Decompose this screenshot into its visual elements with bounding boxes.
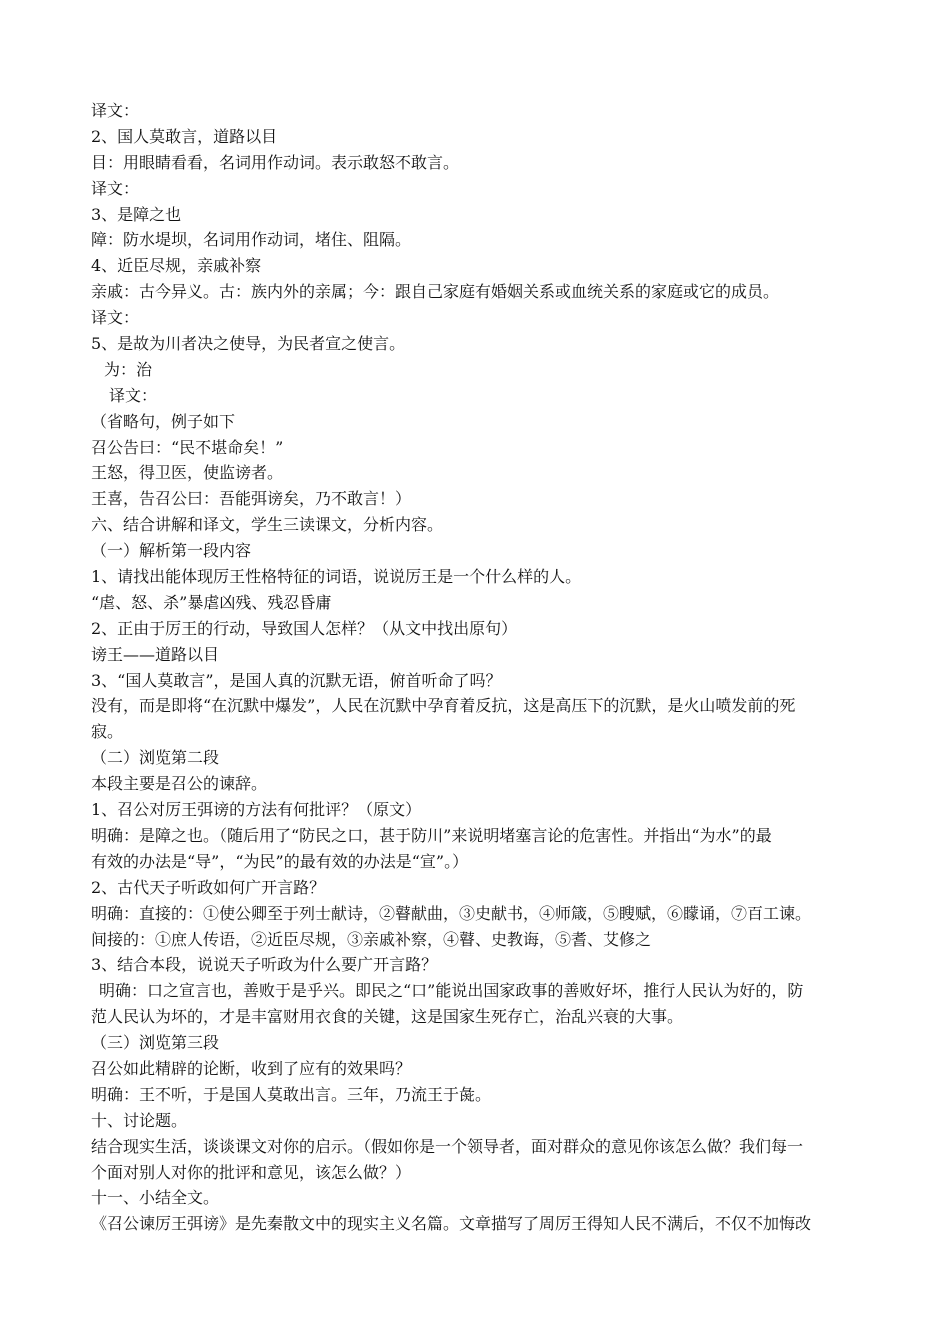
text-line: 明确：王不听，于是国人莫敢出言。三年，乃流王于彘。 bbox=[91, 1084, 492, 1104]
text-line: 2、正由于厉王的行动，导致国人怎样？（从文中找出原句） bbox=[91, 618, 518, 638]
text-line: 4、近臣尽规，亲戚补察 bbox=[91, 256, 262, 276]
text-line: 译文： bbox=[91, 178, 140, 198]
text-line: 王喜，告召公曰：吾能弭谤矣，乃不敢言！） bbox=[91, 489, 412, 509]
text-line: （省略句，例子如下 bbox=[91, 411, 236, 431]
text-line: 《召公谏厉王弭谤》是先秦散文中的现实主义名篇。文章描写了周厉王得知人民不满后，不仅不加悔改 bbox=[91, 1214, 812, 1234]
subsection-heading: （三）浏览第三段 bbox=[91, 1033, 220, 1053]
text-line: 译文： bbox=[109, 385, 158, 405]
text-line: 明确：是障之也。（随后用了“防民之口，甚于防川”来说明堵塞言论的危害性。并指出“为水”的最 bbox=[91, 825, 772, 845]
text-line: 明确：口之宣言也，善败于是乎兴。即民之“口”能说出国家政事的善败好坏，推行人民认为好的，防 bbox=[99, 981, 804, 1001]
text-line: 为：治 bbox=[104, 359, 153, 379]
text-line: 明确：直接的：①使公卿至于列士献诗，②瞽献曲，③史献书，④师箴，⑤瞍赋，⑥矇诵，⑦百工谏。 bbox=[91, 903, 812, 923]
text-line: 1、召公对厉王弭谤的方法有何批评？（原文） bbox=[91, 800, 422, 820]
text-line: 3、是障之也 bbox=[91, 204, 182, 224]
text-line: 5、是故为川者决之使导，为民者宣之使言。 bbox=[91, 334, 406, 354]
text-line: 3、结合本段，说说天子听政为什么要广开言路？ bbox=[91, 955, 438, 975]
section-heading: 十、讨论题。 bbox=[91, 1110, 188, 1130]
text-line: 3、“国人莫敢言”，是国人真的沉默无语，俯首听命了吗？ bbox=[91, 670, 502, 690]
text-line: 范人民认为坏的，才是丰富财用衣食的关键，这是国家生死存亡，治乱兴衰的大事。 bbox=[91, 1007, 684, 1027]
section-heading: 六、结合讲解和译文，学生三读课文，分析内容。 bbox=[91, 515, 444, 535]
text-line: 谤王——道路以目 bbox=[91, 644, 220, 664]
text-line: 亲戚：古今异义。古：族内外的亲属；今：跟自己家庭有婚姻关系或血统关系的家庭或它的成员。 bbox=[91, 282, 780, 302]
text-line: 译文： bbox=[91, 101, 140, 120]
text-line: 寂。 bbox=[91, 722, 124, 742]
document-page bbox=[91, 98, 861, 1237]
text-line: “虐、怒、杀”暴虐凶残、残忍昏庸 bbox=[91, 592, 332, 612]
text-line: 障：防水堤坝，名词用作动词，堵住、阻隔。 bbox=[91, 230, 412, 250]
text-line: 王怒，得卫医，使监谤者。 bbox=[91, 463, 284, 483]
text-line: 2、古代天子听政如何广开言路？ bbox=[91, 877, 326, 897]
text-line: 结合现实生活，谈谈课文对你的启示。（假如你是一个领导者，面对群众的意见你该怎么做？我们每一 bbox=[91, 1136, 804, 1156]
text-line: 译文： bbox=[91, 308, 140, 328]
subsection-heading: （二）浏览第二段 bbox=[91, 748, 220, 768]
text-line: 个面对别人对你的批评和意见，该怎么做？） bbox=[91, 1162, 412, 1182]
text-line: 2、国人莫敢言，道路以目 bbox=[91, 126, 278, 146]
text-line: 目：用眼睛看看，名词用作动词。表示敢怒不敢言。 bbox=[91, 152, 460, 172]
text-line: 召公如此精辟的论断，收到了应有的效果吗？ bbox=[91, 1058, 412, 1078]
text-line: 召公告曰：“民不堪命矣！” bbox=[91, 437, 284, 457]
text-line: 1、请找出能体现厉王性格特征的词语，说说厉王是一个什么样的人。 bbox=[91, 567, 582, 587]
text-line: 间接的：①庶人传语，②近臣尽规，③亲戚补察，④瞽、史教诲，⑤耆、艾修之 bbox=[91, 929, 652, 949]
text-line: 本段主要是召公的谏辞。 bbox=[91, 774, 268, 794]
subsection-heading: （一）解析第一段内容 bbox=[91, 541, 252, 561]
text-line: 有效的办法是“导”，“为民”的最有效的办法是“宣”。） bbox=[91, 851, 469, 871]
section-heading: 十一、小结全文。 bbox=[91, 1188, 220, 1208]
text-line: 没有，而是即将“在沉默中爆发”，人民在沉默中孕育着反抗，这是高压下的沉默，是火山喷发前的死 bbox=[91, 696, 796, 716]
